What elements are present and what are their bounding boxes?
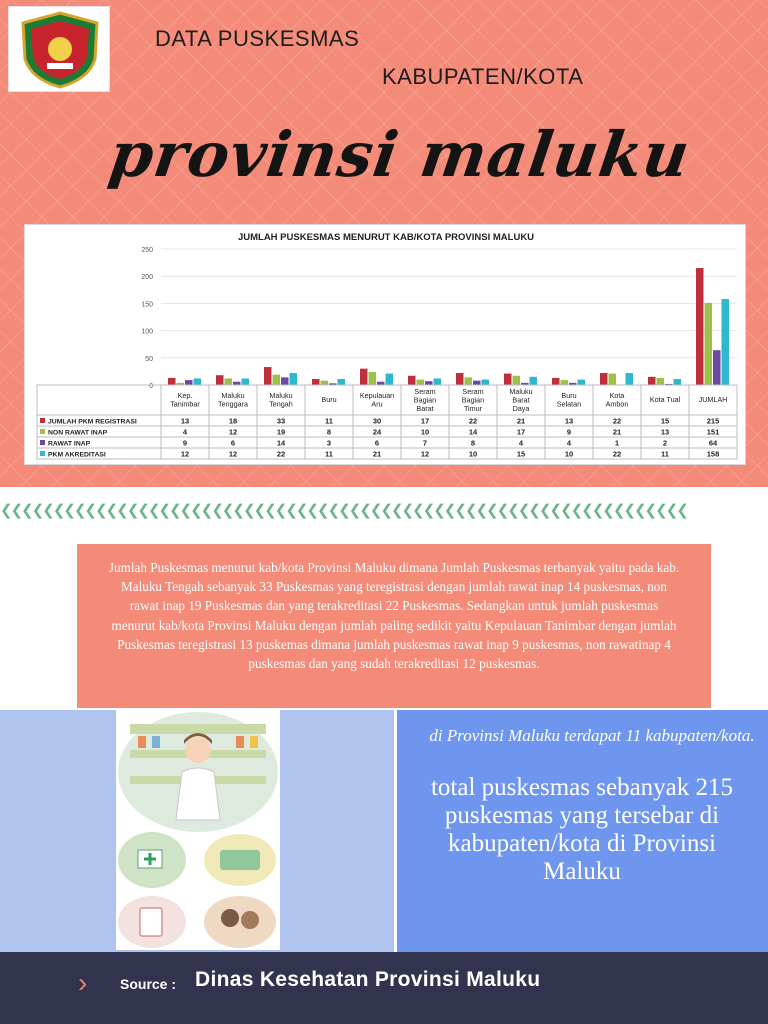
header-banner <box>0 0 768 487</box>
bar <box>530 377 538 385</box>
data-value-label: 4 <box>182 427 188 437</box>
data-value-label: 13 <box>660 427 670 437</box>
bar <box>600 373 608 385</box>
data-value-label: 10 <box>420 427 430 437</box>
bar <box>273 375 281 385</box>
category-label: Barat <box>416 404 434 413</box>
bar <box>225 378 233 385</box>
bar <box>609 374 617 385</box>
data-value-label: 22 <box>276 449 286 459</box>
footer <box>0 952 768 1024</box>
category-label: Kota <box>609 391 625 400</box>
description-box <box>77 544 711 708</box>
legend-swatch <box>40 451 45 456</box>
category-label: Bagian <box>413 395 437 405</box>
data-value-label: 10 <box>468 449 478 459</box>
bar <box>168 378 176 385</box>
data-value-label: 24 <box>372 427 382 437</box>
data-value-label: 151 <box>706 427 720 437</box>
bar <box>369 372 377 385</box>
bar <box>360 369 368 385</box>
data-value-label: 17 <box>516 427 526 437</box>
category-label: Selatan <box>556 399 582 409</box>
data-value-label: 12 <box>228 427 238 437</box>
data-value-label: 30 <box>372 416 382 426</box>
y-tick-label: 250 <box>141 247 153 254</box>
category-label: Ambon <box>605 399 629 409</box>
category-label: Maluku <box>509 387 533 396</box>
bar <box>425 381 433 385</box>
category-label: Maluku <box>221 391 245 400</box>
source-label: Source : <box>120 976 177 992</box>
data-value-label: 13 <box>564 416 574 426</box>
page-title: provinsi maluku <box>104 118 695 191</box>
data-value-label: 11 <box>325 416 333 426</box>
y-tick-label: 200 <box>141 274 153 282</box>
bar <box>417 380 425 385</box>
legend-swatch <box>40 429 45 434</box>
bar <box>705 303 713 385</box>
chevron-right-icon: › <box>78 967 88 998</box>
summary-main-text: total puskesmas sebanyak 215 puskesmas yang tersebar di kabupaten/kota di Provinsi Maluku <box>430 774 734 885</box>
bar <box>290 373 298 385</box>
data-value-label: 2 <box>662 438 668 448</box>
bar <box>657 378 665 385</box>
illustration <box>116 710 280 950</box>
data-value-label: 21 <box>516 416 526 426</box>
data-value-label: 15 <box>516 449 526 459</box>
data-value-label: 12 <box>420 449 430 459</box>
data-value-label: 18 <box>228 416 238 426</box>
bar <box>674 379 682 385</box>
bar <box>194 378 202 385</box>
data-value-label: 17 <box>420 416 430 426</box>
data-value-label: 9 <box>566 427 572 437</box>
y-tick-label: 50 <box>145 355 153 363</box>
data-value-label: 19 <box>276 427 286 437</box>
data-value-label: 21 <box>372 449 382 459</box>
bar <box>626 373 634 385</box>
bar <box>561 380 569 385</box>
data-value-label: 3 <box>326 438 332 448</box>
data-value-label: 13 <box>180 416 190 426</box>
summary-subtitle: di Provinsi Maluku terdapat 11 kabupaten/kota. <box>429 726 755 745</box>
bar <box>648 377 656 385</box>
data-value-label: 11 <box>661 449 669 459</box>
y-tick-label: 0 <box>149 383 153 390</box>
bar <box>185 380 193 385</box>
data-value-label: 1 <box>614 438 620 448</box>
data-value-label: 12 <box>180 449 190 459</box>
category-label: Buru <box>321 395 337 404</box>
bar <box>578 380 586 385</box>
logo <box>8 6 110 92</box>
bar <box>696 268 704 385</box>
category-label: Kepulauan <box>359 391 395 400</box>
bar <box>281 377 289 385</box>
data-value-label: 64 <box>708 438 718 448</box>
y-tick-label: 100 <box>141 328 153 336</box>
category-label: Tengah <box>269 399 293 409</box>
data-value-label: 158 <box>706 449 720 459</box>
bar <box>216 375 224 385</box>
category-label: Seram <box>414 387 436 396</box>
bar <box>465 377 473 385</box>
legend-label: NON RAWAT INAP <box>48 429 108 437</box>
y-tick-label: 150 <box>141 301 153 309</box>
data-value-label: 15 <box>660 416 670 426</box>
summary-panel <box>397 710 768 952</box>
data-value-label: 7 <box>422 438 428 448</box>
legend-label: JUMLAH PKM REGISTRASI <box>48 418 137 426</box>
data-value-label: 22 <box>612 416 622 426</box>
bar <box>504 374 512 385</box>
data-value-label: 4 <box>566 438 572 448</box>
data-value-label: 11 <box>325 449 333 459</box>
bar <box>386 374 394 385</box>
bar <box>722 299 730 385</box>
data-value-label: 10 <box>564 449 574 459</box>
legend-swatch <box>40 418 45 423</box>
data-value-label: 9 <box>182 438 188 448</box>
category-label: Tanimbar <box>170 399 200 409</box>
data-value-label: 14 <box>276 438 286 448</box>
bar <box>321 381 329 385</box>
bar <box>482 380 490 385</box>
category-label: Kota Tual <box>649 395 681 404</box>
data-value-label: 8 <box>326 427 332 437</box>
category-label: Buru <box>561 391 577 400</box>
data-value-label: 12 <box>228 449 238 459</box>
category-label: Aru <box>371 399 383 409</box>
bar <box>408 376 416 385</box>
bar <box>513 376 521 385</box>
category-label: Tenggara <box>218 399 248 409</box>
data-value-label: 14 <box>468 427 478 437</box>
category-label: Timur <box>463 404 483 413</box>
data-value-label: 6 <box>374 438 380 448</box>
bar <box>713 350 721 385</box>
provincial-emblem-icon <box>9 7 111 93</box>
bar <box>473 381 481 385</box>
data-value-label: 21 <box>612 427 622 437</box>
category-label: Maluku <box>269 391 293 400</box>
bar <box>312 379 320 385</box>
bar <box>264 367 272 385</box>
data-value-label: 6 <box>230 438 236 448</box>
source-organization: Dinas Kesehatan Provinsi Maluku <box>195 968 541 991</box>
data-value-label: 215 <box>706 416 720 426</box>
data-value-label: 33 <box>276 416 286 426</box>
bar-chart <box>25 225 747 466</box>
title-line-2: KABUPATEN/KOTA <box>382 64 584 89</box>
data-value-label: 22 <box>612 449 622 459</box>
category-label: JUMLAH <box>698 395 728 404</box>
chart-panel <box>24 224 746 465</box>
bar <box>552 378 560 385</box>
leaf-divider: ❮❮❮❮❮❮❮❮❮❮❮❮❮❮❮❮❮❮❮❮❮❮❮❮❮❮❮❮❮❮❮❮❮❮❮❮❮❮❮❮❮❮❮❮❮❮❮❮❮❮❮❮❮❮❮❮❮❮❮❮❮❮❮❮❮ <box>0 500 768 522</box>
chart-title: JUMLAH PUSKESMAS MENURUT KAB/KOTA PROVINSI MALUKU <box>237 232 535 243</box>
data-value-label: 8 <box>470 438 476 448</box>
category-label: Daya <box>512 404 530 413</box>
bar <box>242 378 250 385</box>
category-label: Barat <box>512 395 530 405</box>
bar <box>456 373 464 385</box>
legend-label: RAWAT INAP <box>48 440 91 448</box>
title-line-1: DATA PUSKESMAS <box>155 26 360 51</box>
legend-swatch <box>40 440 45 445</box>
category-label: Bagian <box>461 395 485 405</box>
legend-label: PKM AKREDITASI <box>48 451 106 459</box>
description-text: Jumlah Puskesmas menurut kab/kota Provinsi Maluku dimana Jumlah Puskesmas terbanyak yaitu pada kab. Maluku Tengah sebanyak 33 Puskesmas yang teregistrasi dengan jumlah rawat inap 14 puskesmas, non rawat inap 19 Puskesmas dan yang terakreditasi 22 Puskesmas. Sedangkan untuk jumlah puskesmas menurut kab/kota Provinsi Maluku dengan jumlah paling sedikit yaitu Kepulauan Tanimbar dengan jumlah Puskesmas teregistrasi 13 puskemas dimana jumlah puskesmas rawat inap 9 puskesmas, non rawatinap 4 puskesmas dan yang sudah terakreditasi 12 puskesmas. <box>108 560 680 672</box>
data-value-label: 22 <box>468 416 478 426</box>
health-workers-illustration-icon <box>116 710 280 950</box>
data-value-label: 4 <box>518 438 524 448</box>
category-label: Seram <box>462 387 484 396</box>
bar <box>338 379 346 385</box>
category-label: Kep. <box>177 391 193 400</box>
bar <box>434 378 442 385</box>
